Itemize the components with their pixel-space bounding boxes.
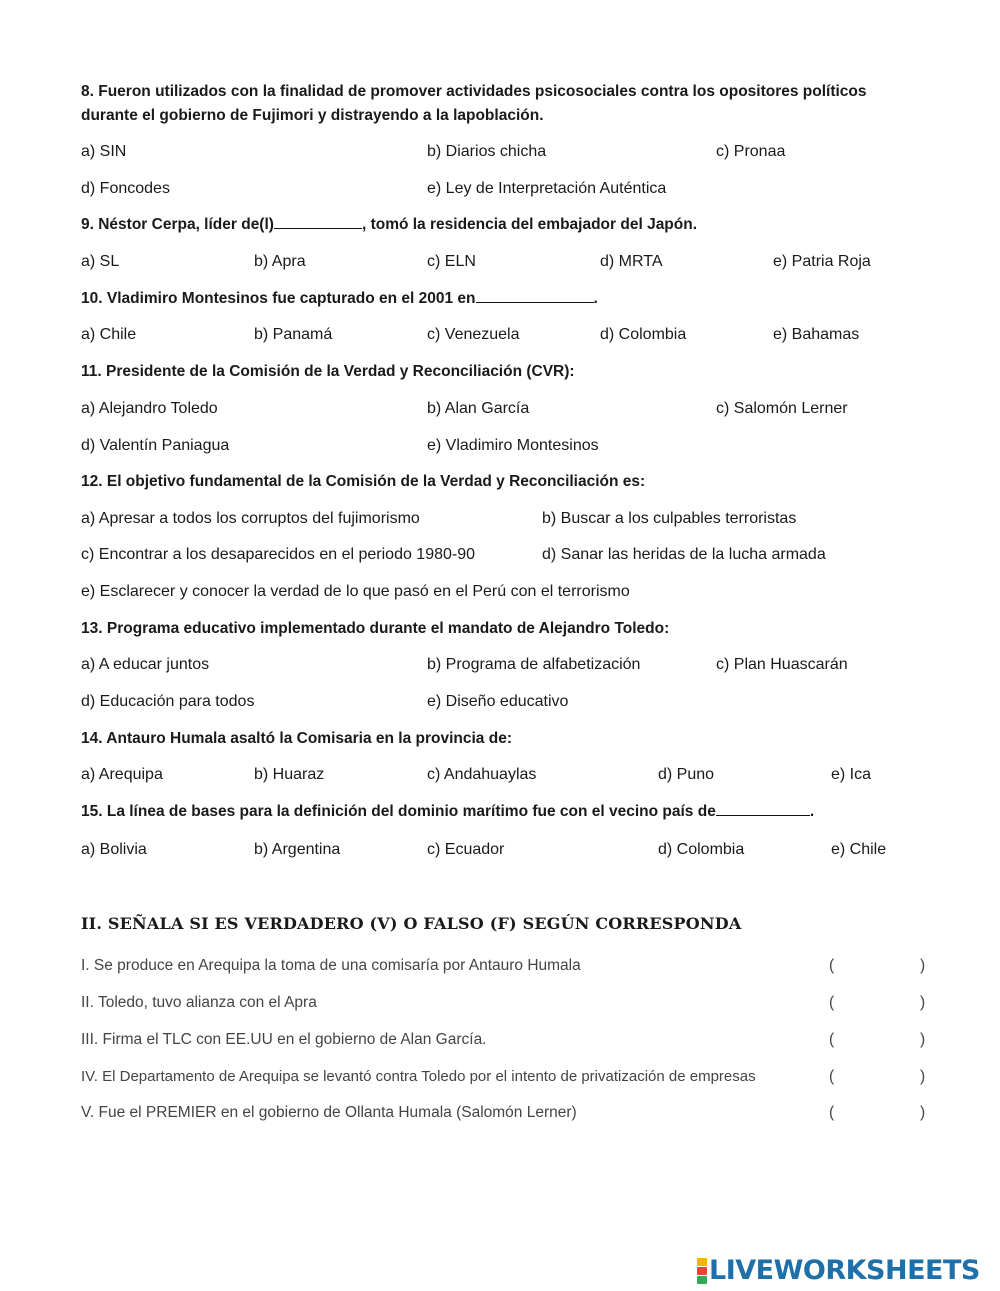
q15-option-d[interactable]: d) Colombia: [658, 841, 745, 858]
tf-statement-4: IV. El Departamento de Arequipa se levantó contra Toledo por el intento de privatización de empresas: [81, 1068, 756, 1085]
q14-option-b[interactable]: b) Huaraz: [254, 766, 325, 783]
q8-option-b[interactable]: b) Diarios chicha: [427, 143, 547, 160]
logo-block-1: [697, 1258, 707, 1266]
q10-option-d[interactable]: d) Colombia: [600, 326, 687, 343]
question-12: 12. El objetivo fundamental de la Comisión de la Verdad y Reconciliación es:: [81, 473, 646, 490]
q15-option-b[interactable]: b) Argentina: [254, 841, 341, 858]
tf-close-paren-1: ): [920, 957, 926, 974]
question-11: 11. Presidente de la Comisión de la Verdad y Reconciliación (CVR):: [81, 363, 575, 380]
question-9: [81, 213, 697, 237]
q8-option-d[interactable]: d) Foncodes: [81, 180, 170, 197]
question-10-blank[interactable]: [476, 288, 594, 303]
question-10-before: 10. Vladimiro Montesinos fue capturado en el 2001 en: [81, 290, 476, 307]
q12-option-b[interactable]: b) Buscar a los culpables terroristas: [542, 510, 797, 527]
tf-statement-1: I. Se produce en Arequipa la toma de una comisaría por Antauro Humala: [81, 957, 581, 974]
q12-option-d[interactable]: d) Sanar las heridas de la lucha armada: [542, 546, 826, 563]
question-15-after: .: [809, 803, 815, 820]
tf-open-paren-3: (: [829, 1031, 835, 1048]
q11-option-c[interactable]: c) Salomón Lerner: [716, 400, 848, 417]
question-15-before: 15. La línea de bases para la definición del dominio marítimo fue con el vecino país de: [81, 803, 716, 820]
question-14: 14. Antauro Humala asaltó la Comisaria en la provincia de:: [81, 730, 512, 747]
q9-option-c[interactable]: c) ELN: [427, 253, 476, 270]
q15-option-c[interactable]: c) Ecuador: [427, 841, 505, 858]
question-15-blank[interactable]: [716, 801, 810, 816]
q8-option-e[interactable]: e) Ley de Interpretación Auténtica: [427, 180, 667, 197]
q15-option-e[interactable]: e) Chile: [831, 841, 887, 858]
question-13: 13. Programa educativo implementado durante el mandato de Alejandro Toledo:: [81, 620, 670, 637]
q10-option-c[interactable]: c) Venezuela: [427, 326, 520, 343]
question-15: [81, 800, 814, 824]
q8-option-a[interactable]: a) SIN: [81, 143, 127, 160]
q12-option-a[interactable]: a) Apresar a todos los corruptos del fujimorismo: [81, 510, 420, 527]
question-10-after: .: [593, 290, 598, 307]
tf-statement-5: V. Fue el PREMIER en el gobierno de Ollanta Humala (Salomón Lerner): [81, 1104, 577, 1121]
section-2-title: II. SEÑALA SI ES VERDADERO (V) O FALSO (F) SEGÚN CORRESPONDA: [81, 914, 742, 933]
logo-block-3: [697, 1276, 707, 1284]
q14-option-e[interactable]: e) Ica: [831, 766, 872, 783]
logo-color-blocks-icon: [697, 1258, 707, 1284]
question-9-before: 9. Néstor Cerpa, líder de(l): [81, 216, 274, 233]
tf-close-paren-4: ): [920, 1068, 926, 1085]
tf-statement-3: III. Firma el TLC con EE.UU en el gobierno de Alan García.: [81, 1031, 487, 1048]
tf-close-paren-5: ): [920, 1104, 926, 1121]
logo-block-2: [697, 1267, 707, 1275]
q14-option-a[interactable]: a) Arequipa: [81, 766, 163, 783]
question-10: [81, 287, 598, 311]
q13-option-c[interactable]: c) Plan Huascarán: [716, 656, 848, 673]
q11-option-d[interactable]: d) Valentín Paniagua: [81, 437, 230, 454]
q14-option-d[interactable]: d) Puno: [658, 766, 715, 783]
tf-open-paren-2: (: [829, 994, 835, 1011]
question-8-line2: durante el gobierno de Fujimori y distrayendo a la lapoblación.: [81, 107, 544, 124]
q13-option-a[interactable]: a) A educar juntos: [81, 656, 210, 673]
q13-option-e[interactable]: e) Diseño educativo: [427, 693, 569, 710]
q9-option-b[interactable]: b) Apra: [254, 253, 306, 270]
q13-option-d[interactable]: d) Educación para todos: [81, 693, 255, 710]
q9-option-e[interactable]: e) Patria Roja: [773, 253, 871, 270]
tf-open-paren-4: (: [829, 1068, 835, 1085]
q9-option-d[interactable]: d) MRTA: [600, 253, 663, 270]
liveworksheets-logo: [697, 1256, 980, 1286]
q12-option-c[interactable]: c) Encontrar a los desaparecidos en el periodo 1980-90: [81, 546, 476, 563]
tf-statement-2: II. Toledo, tuvo alianza con el Apra: [81, 994, 317, 1011]
question-9-blank[interactable]: [274, 214, 362, 229]
q11-option-e[interactable]: e) Vladimiro Montesinos: [427, 437, 599, 454]
q14-option-c[interactable]: c) Andahuaylas: [427, 766, 537, 783]
tf-open-paren-5: (: [829, 1104, 835, 1121]
q9-option-a[interactable]: a) SL: [81, 253, 120, 270]
tf-close-paren-2: ): [920, 994, 926, 1011]
q15-option-a[interactable]: a) Bolivia: [81, 841, 147, 858]
q11-option-b[interactable]: b) Alan García: [427, 400, 530, 417]
q10-option-e[interactable]: e) Bahamas: [773, 326, 860, 343]
question-9-after: , tomó la residencia del embajador del Japón.: [361, 216, 698, 233]
q10-option-a[interactable]: a) Chile: [81, 326, 137, 343]
q13-option-b[interactable]: b) Programa de alfabetización: [427, 656, 641, 673]
logo-text: LIVEWORKSHEETS: [709, 1255, 980, 1286]
question-8-line1: 8. Fueron utilizados con la finalidad de promover actividades psicosociales contra los opositores políticos: [81, 83, 867, 100]
tf-open-paren-1: (: [829, 957, 835, 974]
q12-option-e[interactable]: e) Esclarecer y conocer la verdad de lo que pasó en el Perú con el terrorismo: [81, 583, 630, 600]
q10-option-b[interactable]: b) Panamá: [254, 326, 333, 343]
q11-option-a[interactable]: a) Alejandro Toledo: [81, 400, 218, 417]
q8-option-c[interactable]: c) Pronaa: [716, 143, 786, 160]
tf-close-paren-3: ): [920, 1031, 926, 1048]
